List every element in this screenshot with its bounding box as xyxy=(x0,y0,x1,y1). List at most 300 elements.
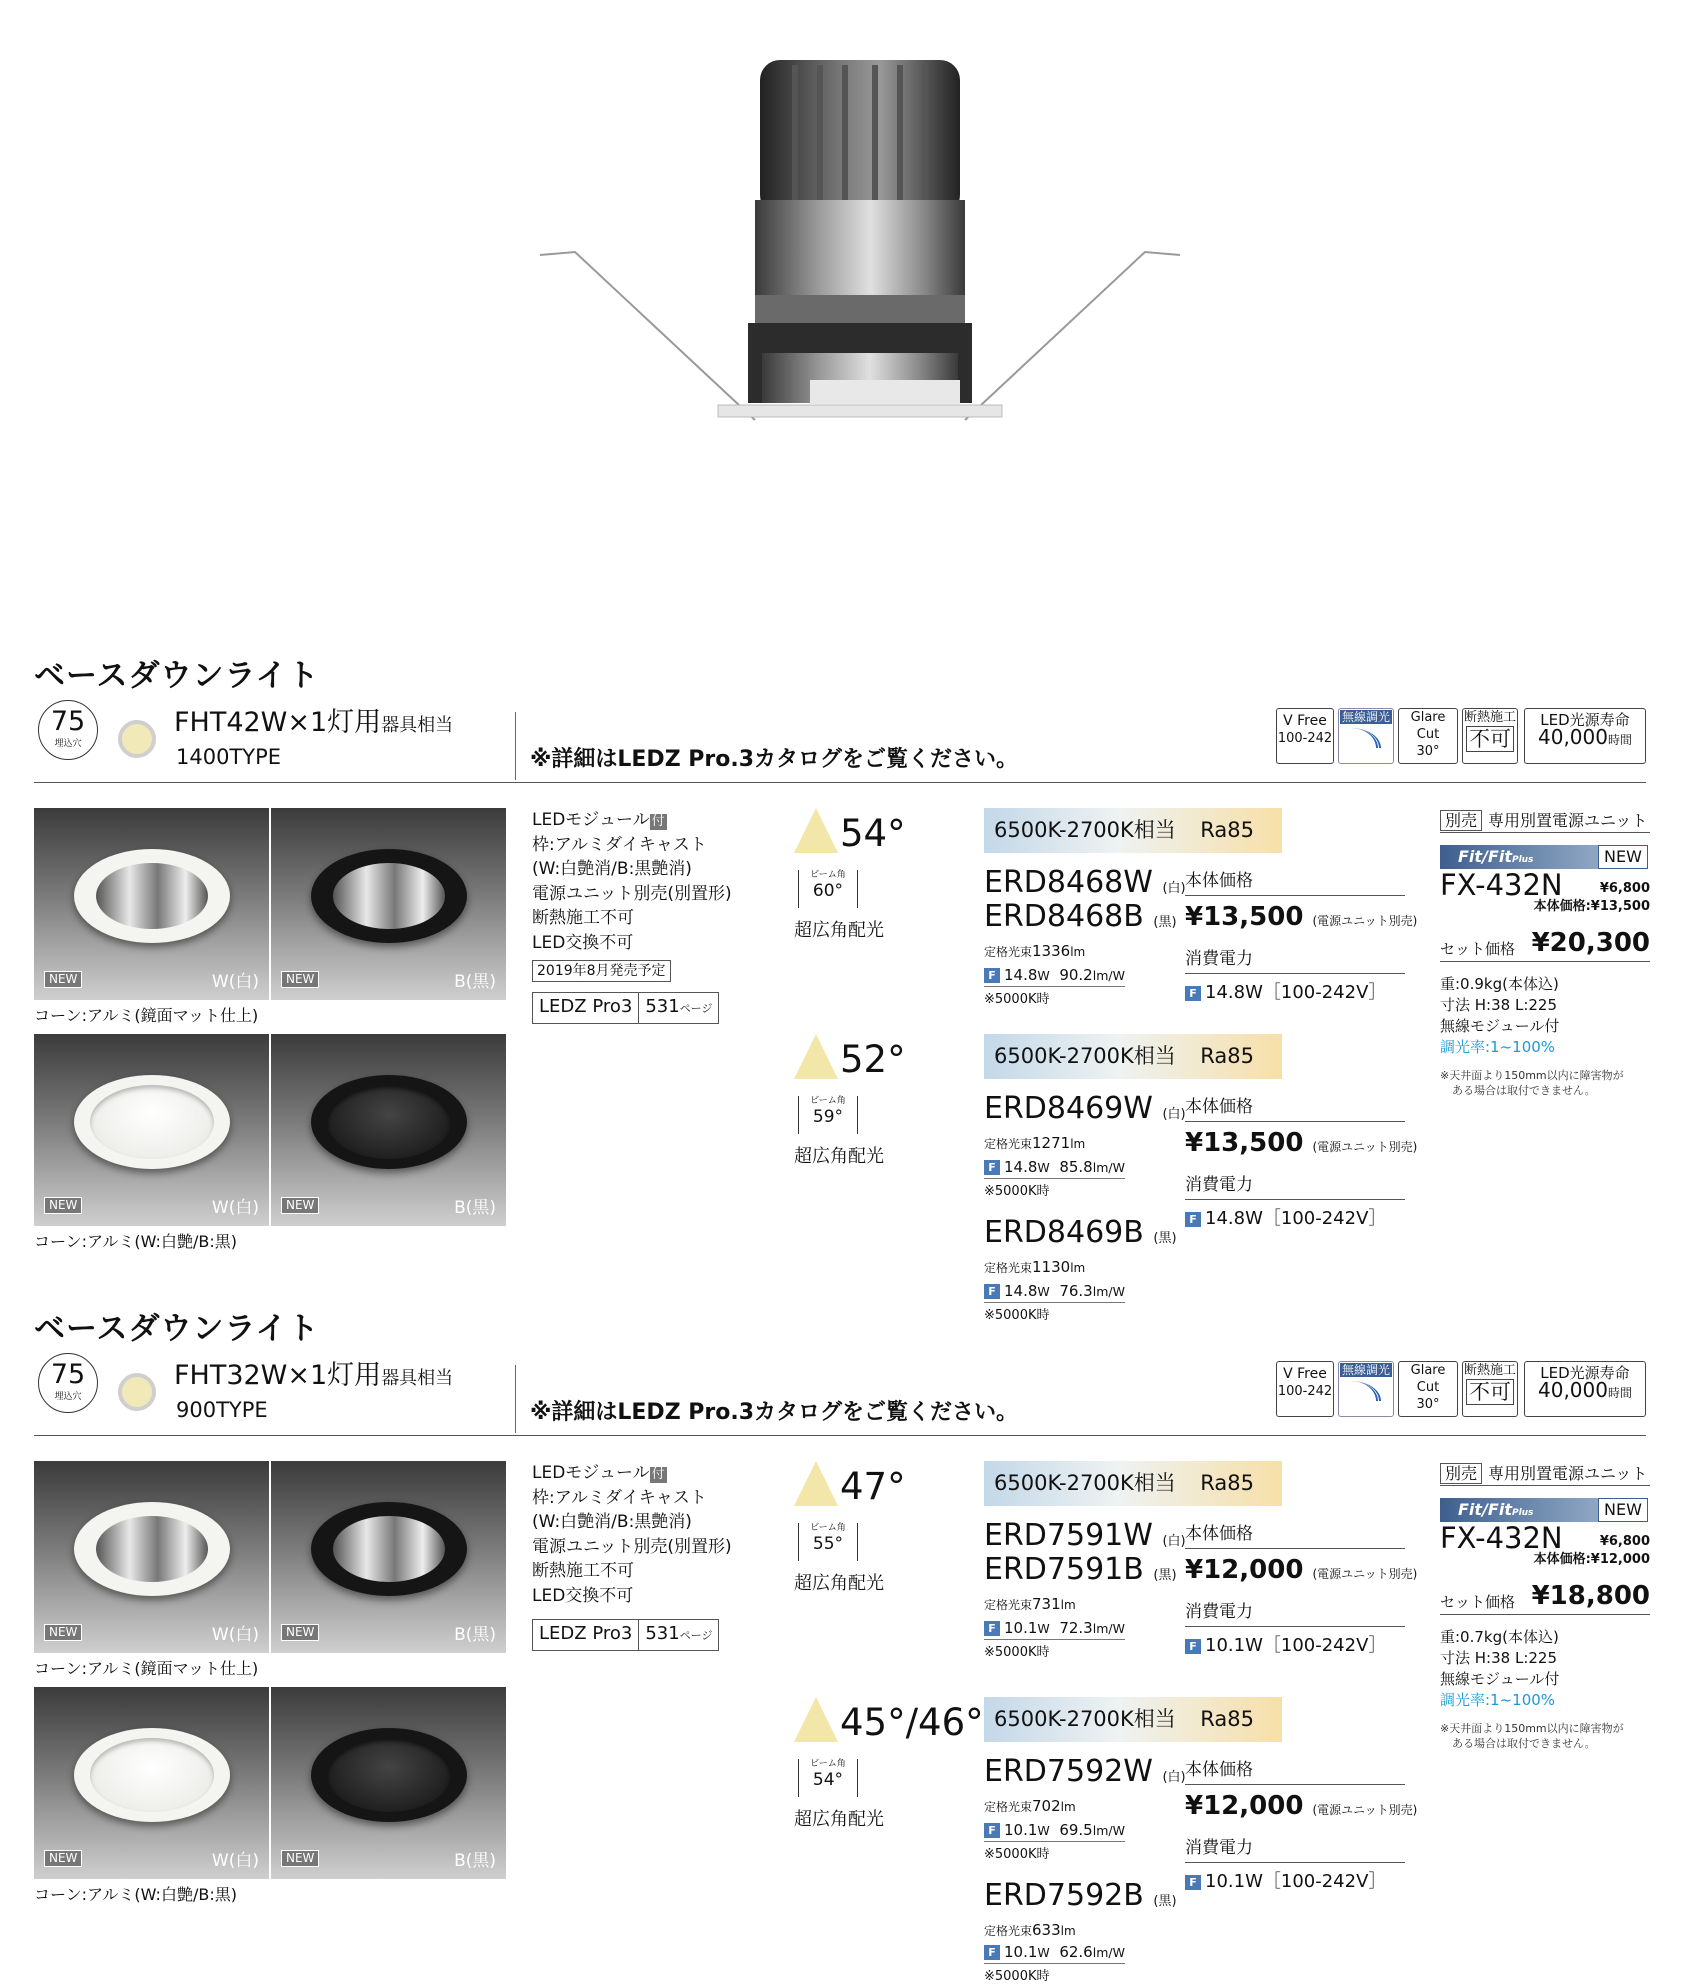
product-hero-image xyxy=(530,40,1190,480)
model-b: ERD7592B xyxy=(984,1878,1144,1913)
color-label: W(白) xyxy=(211,972,259,992)
beam-icon xyxy=(794,808,838,853)
lum-unit: lm xyxy=(1060,1598,1076,1612)
footnote-line: ※天井面より150mm以内に障害物が xyxy=(1440,1722,1624,1735)
life-label: LED光源寿命 xyxy=(1540,711,1630,729)
efficiency-value: 62.6 xyxy=(1059,1943,1093,1961)
ps-price: ¥6,800 xyxy=(1599,881,1650,896)
lum-unit: lm xyxy=(1070,1137,1086,1151)
beam-icon xyxy=(794,1034,838,1079)
color-label: W(白) xyxy=(211,1198,259,1218)
luminous-flux xyxy=(984,1797,1076,1816)
footnote-line: ※天井面より150mm以内に障害物が xyxy=(1440,1069,1624,1082)
new-badge: NEW xyxy=(281,1197,319,1214)
model-number xyxy=(984,900,1177,940)
model-w: ERD7591W xyxy=(984,1518,1153,1553)
lamp-suffix: 器具相当 xyxy=(381,715,454,736)
efficiency-unit: lm/W xyxy=(1092,1160,1125,1175)
vfree-label: V Free xyxy=(1283,1366,1327,1382)
lamp-equivalent xyxy=(174,1353,453,1392)
power-value: 10.1 xyxy=(1004,1943,1038,1961)
insulation-value: 不可 xyxy=(1466,726,1514,752)
glare-label: Glare Cut xyxy=(1410,710,1446,742)
set-price-label: セット価格 xyxy=(1440,1593,1516,1611)
fit-plus: Plus xyxy=(1511,1508,1534,1518)
lamp-name: FHT42W×1灯用 xyxy=(174,707,382,738)
f-icon: F xyxy=(984,968,1000,983)
efficiency-unit: lm/W xyxy=(1092,1284,1125,1299)
cone-caption: コーン:アルミ(W:白艶/B:黒) xyxy=(34,1885,237,1904)
cct: 6500K-2700K相当 xyxy=(994,1707,1176,1731)
header-divider xyxy=(515,1365,516,1433)
product-photo-w-white xyxy=(34,1687,269,1879)
color-label: B(黒) xyxy=(454,1198,496,1218)
catalog-reference xyxy=(532,1619,719,1651)
hole-size: 75 xyxy=(50,706,86,737)
cct: 6500K-2700K相当 xyxy=(994,1471,1176,1495)
footnote-line: ある場合は取付できません。 xyxy=(1452,1737,1596,1750)
vfree-badge xyxy=(1276,1361,1334,1417)
header-divider xyxy=(515,712,516,780)
spec-list xyxy=(532,808,732,955)
footnote-line: ある場合は取付できません。 xyxy=(1452,1084,1596,1097)
set-price-label: セット価格 xyxy=(1440,940,1516,958)
model-number xyxy=(984,1755,1186,1795)
f-icon: F xyxy=(984,1621,1000,1636)
consumption-value: 14.8W［100-242V］ xyxy=(1205,1208,1387,1229)
price-value: ¥13,500 xyxy=(1185,1128,1304,1158)
product-photo-b-black xyxy=(271,1034,506,1226)
temp-note: ※5000K時 xyxy=(984,1969,1050,1984)
catalog-name: LEDZ Pro3 xyxy=(539,1623,633,1644)
price-label: 本体価格 xyxy=(1185,1755,1405,1785)
luminous-flux xyxy=(984,942,1085,961)
spec-line: LEDモジュール xyxy=(532,810,650,830)
lamp-name: FHT32W×1灯用 xyxy=(174,1360,382,1391)
fit-series-bar xyxy=(1440,845,1598,869)
power-efficiency: F 10.1W 69.5lm/W xyxy=(984,1821,1125,1842)
lum-label: 定格光束 xyxy=(984,945,1033,959)
power-efficiency: F 14.8W 76.3lm/W xyxy=(984,1282,1125,1303)
catalog-note: ※詳細はLEDZ Pro.3カタログをご覧ください。 xyxy=(530,747,1019,772)
spec-line: 断熱施工不可 xyxy=(532,908,634,928)
power-value: 14.8 xyxy=(1004,1158,1038,1176)
section-rule xyxy=(34,1435,1646,1436)
vfree-label: V Free xyxy=(1283,713,1327,729)
consumption-value: 10.1W［100-242V］ xyxy=(1205,1871,1387,1892)
life-unit: 時間 xyxy=(1607,1386,1632,1400)
vfree-badge xyxy=(1276,708,1334,764)
efficiency-value: 69.5 xyxy=(1059,1821,1093,1839)
hole-size-badge xyxy=(38,700,98,760)
model-b: ERD8468B xyxy=(984,899,1144,934)
model-suffix: (黒) xyxy=(1153,1894,1177,1909)
beam-label: ビーム角 xyxy=(810,1759,846,1769)
lum-value: 1130 xyxy=(1032,1258,1071,1276)
lum-unit: lm xyxy=(1070,1261,1086,1275)
spec-line: LED交換不可 xyxy=(532,932,634,953)
ps-body-price: 本体価格:¥13,500 xyxy=(1533,899,1650,914)
consumption xyxy=(1185,978,1386,1004)
lum-label: 定格光束 xyxy=(984,1137,1033,1151)
fit-series-bar xyxy=(1440,1498,1598,1522)
lum-value: 1336 xyxy=(1032,942,1071,960)
consumption xyxy=(1185,1867,1386,1893)
ps-body-price: 本体価格:¥12,000 xyxy=(1533,1552,1650,1567)
fit-label: Fit/Fit xyxy=(1458,847,1512,866)
efficiency-unit: lm/W xyxy=(1092,968,1125,983)
power-supply-header xyxy=(1440,1461,1647,1484)
price-note: (電源ユニット別売) xyxy=(1312,1803,1418,1817)
price-value: ¥12,000 xyxy=(1185,1555,1304,1585)
color-label: B(黒) xyxy=(454,1625,496,1645)
price xyxy=(1185,1555,1417,1585)
set-price xyxy=(1440,928,1650,962)
wireless-dimming-badge xyxy=(1338,708,1394,764)
product-photo-b-black xyxy=(271,1687,506,1879)
f-icon: F xyxy=(984,1823,1000,1838)
new-badge: NEW xyxy=(281,971,319,988)
spec-line: 枠:アルミダイキャスト xyxy=(532,1487,707,1508)
lamp-equivalent xyxy=(174,700,453,739)
included-tag: 付 xyxy=(651,1467,665,1482)
ps-footnote xyxy=(1440,1721,1624,1751)
ps-dimensions: 寸法 H:38 L:225 xyxy=(1440,1649,1557,1667)
model-w: ERD7592W xyxy=(984,1754,1153,1789)
ps-model: FX-432N xyxy=(1440,868,1563,902)
fit-label: Fit/Fit xyxy=(1458,1500,1512,1519)
beam-value: 60° xyxy=(812,881,844,901)
hole-size-label: 埋込穴 xyxy=(54,1392,82,1402)
section-title: ベースダウンライト xyxy=(34,658,320,694)
price-note: (電源ユニット別売) xyxy=(1312,914,1418,928)
lum-value: 702 xyxy=(1032,1797,1061,1815)
ps-new-badge: NEW xyxy=(1598,845,1648,869)
product-photo-b-reflector xyxy=(271,1461,506,1653)
luminous-flux xyxy=(984,1134,1085,1153)
ra: Ra85 xyxy=(1200,1044,1254,1068)
power-efficiency: F 14.8W 90.2lm/W xyxy=(984,966,1125,987)
power-efficiency: F 10.1W 62.6lm/W xyxy=(984,1943,1125,1964)
beam-icon xyxy=(794,1461,838,1506)
ps-rule xyxy=(1440,832,1650,833)
glare-cut-badge xyxy=(1398,1361,1458,1417)
cone-caption: コーン:アルミ(W:白艶/B:黒) xyxy=(34,1232,237,1251)
ps-info xyxy=(1440,974,1559,1058)
cct: 6500K-2700K相当 xyxy=(994,1044,1176,1068)
spec-line: 断熱施工不可 xyxy=(532,1561,634,1581)
luminous-flux xyxy=(984,1921,1076,1940)
model-suffix: (黒) xyxy=(1153,915,1177,930)
ra: Ra85 xyxy=(1200,818,1254,842)
color-temp-bar xyxy=(984,1461,1282,1506)
model-suffix: (白) xyxy=(1162,1534,1186,1549)
efficiency-unit: lm/W xyxy=(1092,1823,1125,1838)
efficiency-value: 76.3 xyxy=(1059,1282,1093,1300)
lum-value: 633 xyxy=(1032,1921,1061,1939)
insulation-label: 断熱施工 xyxy=(1463,710,1516,725)
new-badge: NEW xyxy=(44,1197,82,1214)
catalog-name: LEDZ Pro3 xyxy=(539,996,633,1017)
lum-value: 1271 xyxy=(1032,1134,1071,1152)
lum-label: 定格光束 xyxy=(984,1261,1033,1275)
hole-size-badge xyxy=(38,1353,98,1413)
consumption-label: 消費電力 xyxy=(1185,1833,1405,1863)
efficiency-unit: lm/W xyxy=(1092,1621,1125,1636)
efficiency-unit: lm/W xyxy=(1092,1945,1125,1960)
beam-label: ビーム角 xyxy=(810,870,846,880)
catalog-page-unit: ページ xyxy=(679,1629,713,1642)
spec-list xyxy=(532,1461,732,1608)
glare-value: 30° xyxy=(1416,1397,1440,1412)
f-icon: F xyxy=(1185,1212,1201,1227)
spec-line: LED交換不可 xyxy=(532,1585,634,1606)
glare-value: 30° xyxy=(1416,744,1440,759)
temp-note: ※5000K時 xyxy=(984,1308,1050,1323)
model-w: ERD8469W xyxy=(984,1091,1153,1126)
consumption-value: 10.1W［100-242V］ xyxy=(1205,1635,1387,1656)
wireless-dimming-badge xyxy=(1338,1361,1394,1417)
catalog-reference xyxy=(532,992,719,1024)
cct: 6500K-2700K相当 xyxy=(994,818,1176,842)
beam-value: 54° xyxy=(812,1770,844,1790)
luminous-flux xyxy=(984,1258,1085,1277)
new-badge: NEW xyxy=(281,1624,319,1641)
ps-footnote xyxy=(1440,1068,1624,1098)
sold-separately-tag: 別売 xyxy=(1440,810,1482,831)
life-value: 40,000 xyxy=(1538,1378,1608,1402)
price-value: ¥13,500 xyxy=(1185,902,1304,932)
price-label: 本体価格 xyxy=(1185,866,1405,896)
power-supply-title: 専用別置電源ユニット xyxy=(1488,811,1648,830)
spec-line: 電源ユニット別売(別置形) xyxy=(532,883,732,904)
cone-caption: コーン:アルミ(鏡面マット仕上) xyxy=(34,1006,259,1025)
price xyxy=(1185,1128,1417,1158)
ps-info xyxy=(1440,1627,1559,1711)
vfree-range: 100-242 xyxy=(1277,1384,1333,1399)
insulation-badge xyxy=(1462,708,1518,764)
wireless-signal-icon xyxy=(1351,1381,1381,1401)
ps-wireless: 無線モジュール付 xyxy=(1440,1017,1560,1035)
product-photo-w-reflector xyxy=(34,1461,269,1653)
efficiency-value: 85.8 xyxy=(1059,1158,1093,1176)
new-badge: NEW xyxy=(44,971,82,988)
lamp-suffix: 器具相当 xyxy=(381,1368,454,1389)
hole-size-label: 埋込穴 xyxy=(54,739,82,749)
product-photo-b-reflector xyxy=(271,808,506,1000)
lum-unit: lm xyxy=(1060,1800,1076,1814)
lum-label: 定格光束 xyxy=(984,1598,1033,1612)
section-rule xyxy=(34,782,1646,783)
consumption xyxy=(1185,1631,1386,1657)
consumption-value: 14.8W［100-242V］ xyxy=(1205,982,1387,1003)
color-temp-bar xyxy=(984,808,1282,853)
lum-label: 定格光束 xyxy=(984,1924,1033,1938)
model-b: ERD8469B xyxy=(984,1215,1144,1250)
consumption-label: 消費電力 xyxy=(1185,1597,1405,1627)
price-label: 本体価格 xyxy=(1185,1092,1405,1122)
spec-line: 電源ユニット別売(別置形) xyxy=(532,1536,732,1557)
ps-weight: 重:0.9kg(本体込) xyxy=(1440,975,1559,993)
f-icon: F xyxy=(984,1160,1000,1175)
lum-unit: lm xyxy=(1070,945,1086,959)
beam-desc: 超広角配光 xyxy=(794,920,884,941)
model-suffix: (白) xyxy=(1162,1770,1186,1785)
spec-line: LEDモジュール xyxy=(532,1463,650,1483)
set-price-value: ¥18,800 xyxy=(1531,1581,1650,1611)
hole-size: 75 xyxy=(50,1359,86,1390)
f-icon: F xyxy=(1185,1639,1201,1654)
set-price-value: ¥20,300 xyxy=(1531,928,1650,958)
fit-plus: Plus xyxy=(1511,855,1534,865)
ps-price: ¥6,800 xyxy=(1599,1534,1650,1549)
model-suffix: (白) xyxy=(1162,881,1186,896)
model-suffix: (黒) xyxy=(1153,1568,1177,1583)
model-number xyxy=(984,1879,1177,1919)
ps-weight: 重:0.7kg(本体込) xyxy=(1440,1628,1559,1646)
color-temp-bar xyxy=(984,1697,1282,1742)
wireless-label: 無線調光 xyxy=(1341,710,1390,724)
model-b: ERD7591B xyxy=(984,1552,1144,1587)
beam-value: 59° xyxy=(812,1107,844,1127)
model-number xyxy=(984,1092,1186,1132)
ps-model: FX-432N xyxy=(1440,1521,1563,1555)
temp-note: ※5000K時 xyxy=(984,1645,1050,1660)
lamp-type: 900TYPE xyxy=(176,1398,268,1422)
power-supply-title: 専用別置電源ユニット xyxy=(1488,1464,1648,1483)
new-badge: NEW xyxy=(44,1624,82,1641)
ps-dimming: 調光率:1~100% xyxy=(1440,1691,1556,1709)
beam-desc: 超広角配光 xyxy=(794,1146,884,1167)
catalog-page: 531 xyxy=(645,1623,680,1644)
catalog-page: 531 xyxy=(645,996,680,1017)
catalog-note: ※詳細はLEDZ Pro.3カタログをご覧ください。 xyxy=(530,1400,1019,1425)
life-unit: 時間 xyxy=(1607,733,1632,747)
price-note: (電源ユニット別売) xyxy=(1312,1567,1418,1581)
power-value: 14.8 xyxy=(1004,966,1038,984)
model-suffix: (黒) xyxy=(1153,1231,1177,1246)
insulation-value: 不可 xyxy=(1466,1379,1514,1405)
power-value: 10.1 xyxy=(1004,1619,1038,1637)
power-supply-header xyxy=(1440,808,1647,831)
beam-angle: 54° xyxy=(840,812,906,855)
color-label: B(黒) xyxy=(454,1851,496,1871)
beam-desc: 超広角配光 xyxy=(794,1809,884,1830)
cone-caption: コーン:アルミ(鏡面マット仕上) xyxy=(34,1659,259,1678)
lamp-type: 1400TYPE xyxy=(176,745,282,769)
consumption-label: 消費電力 xyxy=(1185,944,1405,974)
color-temp-bar xyxy=(984,1034,1282,1079)
lamp-color-icon xyxy=(118,1373,156,1411)
lamp-color-icon xyxy=(118,720,156,758)
model-suffix: (白) xyxy=(1162,1107,1186,1122)
ra: Ra85 xyxy=(1200,1471,1254,1495)
new-badge: NEW xyxy=(281,1850,319,1867)
included-tag: 付 xyxy=(651,814,665,829)
spec-line: (W:白艶消/B:黒艶消) xyxy=(532,859,692,879)
wireless-signal-icon xyxy=(1351,728,1381,748)
beam-angle: 45°/46° xyxy=(840,1701,984,1744)
beam-value: 55° xyxy=(812,1534,844,1554)
section-title: ベースダウンライト xyxy=(34,1311,320,1347)
color-label: W(白) xyxy=(211,1625,259,1645)
beam-icon xyxy=(794,1697,838,1742)
power-efficiency: F 10.1W 72.3lm/W xyxy=(984,1619,1125,1640)
beam-angle: 52° xyxy=(840,1038,906,1081)
new-badge: NEW xyxy=(44,1850,82,1867)
product-photo-w-white xyxy=(34,1034,269,1226)
vfree-range: 100-242 xyxy=(1277,731,1333,746)
power-value: 10.1 xyxy=(1004,1821,1038,1839)
led-life-badge xyxy=(1524,708,1646,764)
spec-line: 枠:アルミダイキャスト xyxy=(532,834,707,855)
model-number xyxy=(984,1216,1177,1256)
set-price xyxy=(1440,1581,1650,1615)
led-life-badge xyxy=(1524,1361,1646,1417)
lum-label: 定格光束 xyxy=(984,1800,1033,1814)
f-icon: F xyxy=(1185,1875,1201,1890)
life-value: 40,000 xyxy=(1538,725,1608,749)
model-number xyxy=(984,1553,1177,1593)
f-icon: F xyxy=(984,1284,1000,1299)
ps-rule xyxy=(1440,1485,1650,1486)
glare-cut-badge xyxy=(1398,708,1458,764)
lum-unit: lm xyxy=(1060,1924,1076,1938)
lum-value: 731 xyxy=(1032,1595,1061,1613)
efficiency-value: 90.2 xyxy=(1059,966,1093,984)
ps-new-badge: NEW xyxy=(1598,1498,1648,1522)
ra: Ra85 xyxy=(1200,1707,1254,1731)
ps-wireless: 無線モジュール付 xyxy=(1440,1670,1560,1688)
beam-angle: 47° xyxy=(840,1465,906,1508)
sold-separately-tag: 別売 xyxy=(1440,1463,1482,1484)
price xyxy=(1185,902,1417,932)
product-photo-w-reflector xyxy=(34,808,269,1000)
beam-label: ビーム角 xyxy=(810,1096,846,1106)
luminous-flux xyxy=(984,1595,1076,1614)
price xyxy=(1185,1791,1417,1821)
model-w: ERD8468W xyxy=(984,865,1153,900)
color-label: W(白) xyxy=(211,1851,259,1871)
consumption xyxy=(1185,1204,1386,1230)
beam-desc: 超広角配光 xyxy=(794,1573,884,1594)
price-value: ¥12,000 xyxy=(1185,1791,1304,1821)
price-label: 本体価格 xyxy=(1185,1519,1405,1549)
color-label: B(黒) xyxy=(454,972,496,992)
beam-label: ビーム角 xyxy=(810,1523,846,1533)
power-efficiency: F 14.8W 85.8lm/W xyxy=(984,1158,1125,1179)
power-value: 14.8 xyxy=(1004,1282,1038,1300)
f-icon: F xyxy=(1185,986,1201,1001)
efficiency-value: 72.3 xyxy=(1059,1619,1093,1637)
spec-line: (W:白艶消/B:黒艶消) xyxy=(532,1512,692,1532)
ps-dimming: 調光率:1~100% xyxy=(1440,1038,1556,1056)
temp-note: ※5000K時 xyxy=(984,1184,1050,1199)
consumption-label: 消費電力 xyxy=(1185,1170,1405,1200)
f-icon: F xyxy=(984,1945,1000,1960)
temp-note: ※5000K時 xyxy=(984,1847,1050,1862)
life-label: LED光源寿命 xyxy=(1540,1364,1630,1382)
wireless-label: 無線調光 xyxy=(1341,1363,1390,1377)
glare-label: Glare Cut xyxy=(1410,1363,1446,1395)
insulation-badge xyxy=(1462,1361,1518,1417)
price-note: (電源ユニット別売) xyxy=(1312,1140,1418,1154)
insulation-label: 断熱施工 xyxy=(1463,1363,1516,1378)
temp-note: ※5000K時 xyxy=(984,992,1050,1007)
catalog-page-unit: ページ xyxy=(679,1002,713,1015)
ps-dimensions: 寸法 H:38 L:225 xyxy=(1440,996,1557,1014)
release-date-tag: 2019年8月発売予定 xyxy=(532,960,671,982)
